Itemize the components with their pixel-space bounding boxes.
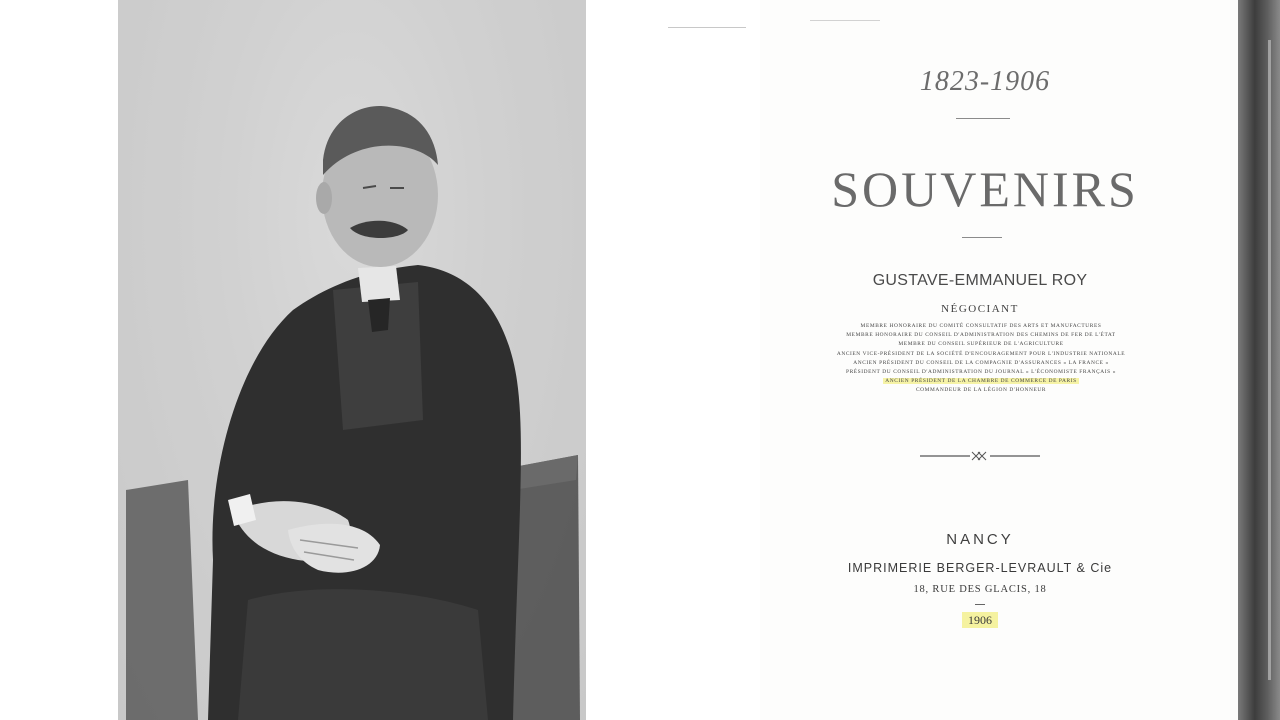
credit-line: PRÉSIDENT DU CONSEIL D'ADMINISTRATION DU JOURNAL « L'ÉCONOMISTE FRANÇAIS » [845, 369, 1116, 376]
portrait-figure [118, 0, 586, 720]
credit-line: ANCIEN VICE-PRÉSIDENT DE LA SOCIÉTÉ D'ENCOURAGEMENT POUR L'INDUSTRIE NATIONALE [836, 350, 1126, 357]
credit-line: ANCIEN PRÉSIDENT DU CONSEIL DE LA COMPAGNIE D'ASSURANCES « LA FRANCE » [853, 359, 1109, 366]
publication-year: 1906 [950, 613, 1010, 628]
credit-line: COMMANDEUR DE LA LÉGION D'HONNEUR [915, 387, 1047, 394]
portrait-photo [118, 0, 586, 720]
credit-line: MEMBRE DU CONSEIL SUPÉRIEUR DE L'AGRICULTURE [898, 341, 1064, 348]
author-credits [835, 322, 1127, 396]
dates-rule [956, 118, 1010, 119]
book-title: SOUVENIRS [831, 161, 1139, 217]
page-edge-rule [668, 27, 746, 28]
top-rule [810, 20, 880, 21]
ornament-icon [920, 448, 1040, 464]
publication-city: NANCY [946, 531, 1014, 548]
binding-highlight [1268, 40, 1271, 680]
title-rule [962, 237, 1002, 238]
printer-address: 18, RUE DES GLACIS, 18 [913, 584, 1047, 595]
book-binding [1238, 0, 1280, 720]
ornament-divider [920, 448, 1040, 468]
author-name: GUSTAVE-EMMANUEL ROY [872, 272, 1088, 289]
credit-line: MEMBRE HONORAIRE DU CONSEIL D'ADMINISTRATION DES CHEMINS DE FER DE L'ÉTAT [846, 332, 1116, 339]
credit-line: MEMBRE HONORAIRE DU COMITÉ CONSULTATIF DES ARTS ET MANUFACTURES [860, 323, 1102, 329]
year-rule [975, 604, 985, 605]
author-profession: NÉGOCIANT [941, 303, 1019, 315]
printer-name: IMPRIMERIE BERGER-LEVRAULT & Cie [847, 561, 1113, 575]
credit-line-highlighted: ANCIEN PRÉSIDENT DE LA CHAMBRE DE COMMERCE DE PARIS [885, 378, 1077, 385]
dates-heading: 1823-1906 [919, 66, 1051, 97]
